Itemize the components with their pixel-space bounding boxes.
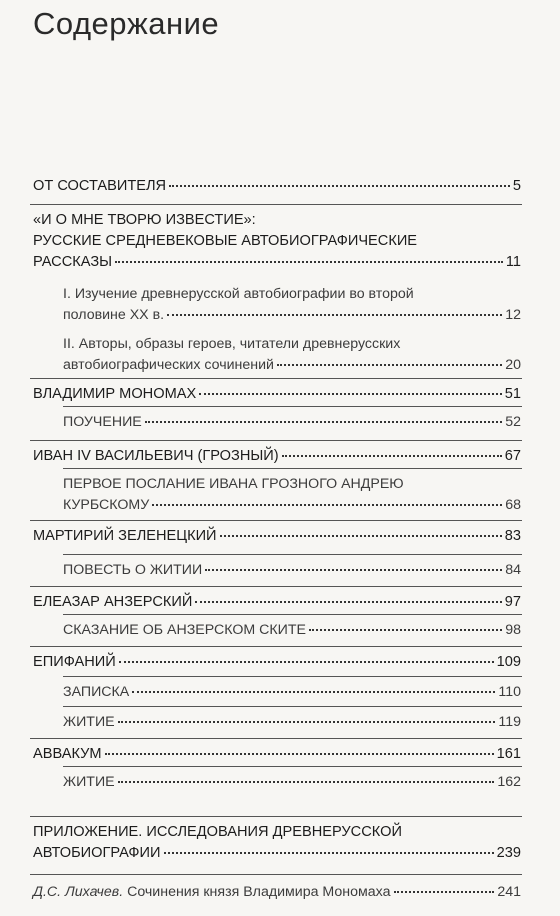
toc-entry-title	[33, 843, 161, 864]
dot-leader	[195, 601, 501, 603]
toc-entry-title	[63, 772, 115, 793]
dot-leader	[277, 364, 502, 366]
toc-entry[interactable]	[33, 384, 521, 405]
toc-entry[interactable]	[63, 772, 521, 793]
toc-page-number: 67	[504, 448, 521, 464]
toc-entry-title	[33, 882, 391, 903]
section-divider	[63, 706, 522, 707]
toc-entry-title-line: ПРИЛОЖЕНИЕ. ИССЛЕДОВАНИЯ ДРЕВНЕРУССКОЙ	[33, 824, 402, 840]
dot-leader	[394, 891, 495, 893]
toc-entry[interactable]	[63, 712, 521, 733]
toc-entry-title	[63, 305, 164, 326]
toc-entry-title-line: РУССКИЕ СРЕДНЕВЕКОВЫЕ АВТОБИОГРАФИЧЕСКИЕ	[33, 233, 418, 249]
toc-entry[interactable]	[33, 822, 521, 864]
toc-entry-title-line: ЖИТИЕ	[63, 714, 115, 730]
toc-entry-title	[63, 712, 115, 733]
toc-entry[interactable]	[63, 284, 521, 326]
toc-entry-title-line: СКАЗАНИЕ ОБ АНЗЕРСКОМ СКИТЕ	[63, 622, 307, 638]
toc-page-number: 239	[496, 845, 521, 861]
toc-entry-title-line: КУРБСКОМУ	[63, 497, 150, 513]
toc-page-number: 161	[496, 746, 521, 762]
toc-page-number: 109	[496, 654, 521, 670]
toc-entry[interactable]	[33, 526, 521, 547]
toc-entry[interactable]	[63, 620, 521, 641]
toc-entry-title	[33, 384, 196, 405]
toc-entry[interactable]	[63, 560, 521, 581]
toc-entry-title	[33, 446, 279, 467]
toc-entry[interactable]	[33, 882, 521, 903]
toc-entry-title	[63, 355, 274, 376]
section-divider	[63, 554, 522, 555]
toc-entry-title-line: ПЕРВОЕ ПОСЛАНИЕ ИВАНА ГРОЗНОГО АНДРЕЮ	[63, 476, 404, 492]
dot-leader	[119, 661, 494, 663]
dot-leader	[220, 535, 502, 537]
section-divider	[30, 378, 522, 379]
section-divider	[30, 738, 522, 739]
toc-page-number: 51	[504, 386, 521, 402]
toc-entry-title-line: «И О МНЕ ТВОРЮ ИЗВЕСТИЕ»:	[33, 212, 256, 228]
toc-page-number: 119	[498, 714, 521, 730]
toc-entry[interactable]	[63, 412, 521, 433]
toc-page-number: 20	[505, 357, 521, 373]
toc-entry-title-line: ПОВЕСТЬ О ЖИТИИ	[63, 562, 203, 578]
toc-entry-title-line: АВВАКУМ	[33, 746, 102, 762]
toc-page-number: 12	[505, 307, 521, 323]
toc-page-number: 83	[504, 528, 521, 544]
dot-leader	[132, 691, 495, 693]
section-divider	[63, 766, 522, 767]
toc-entry[interactable]	[33, 210, 521, 273]
section-divider	[63, 614, 522, 615]
toc-entry-title-line: Сочинения князя Владимира Мономаха	[127, 884, 391, 900]
dot-leader	[115, 261, 503, 263]
toc-entry-title	[33, 744, 102, 765]
toc-entry-title	[33, 652, 116, 673]
dot-leader	[145, 421, 502, 423]
dot-leader	[309, 629, 502, 631]
dot-leader	[282, 455, 502, 457]
toc-entry-title	[63, 682, 129, 703]
toc-entry[interactable]	[63, 334, 521, 376]
toc-entry-title-line: АВТОБИОГРАФИИ	[33, 845, 161, 861]
toc-page-number: 52	[505, 414, 521, 430]
toc-entry-title-line: половине XX в.	[63, 307, 165, 323]
toc-page-number: 11	[505, 254, 521, 270]
section-divider	[30, 874, 522, 875]
section-divider	[30, 520, 522, 521]
toc-entry-title-line: II. Авторы, образы героев, читатели древнерусских	[63, 336, 401, 352]
toc-entry[interactable]	[63, 682, 521, 703]
dot-leader	[164, 852, 494, 854]
toc-entry-title-line: ИВАН IV ВАСИЛЬЕВИЧ (ГРОЗНЫЙ)	[33, 448, 279, 464]
section-divider	[63, 406, 522, 407]
toc-entry[interactable]	[33, 744, 521, 765]
section-divider	[63, 468, 522, 469]
toc-entry[interactable]	[63, 474, 521, 516]
dot-leader	[205, 569, 502, 571]
dot-leader	[199, 393, 502, 395]
dot-leader	[167, 314, 502, 316]
toc-entry-title-line: МАРТИРИЙ ЗЕЛЕНЕЦКИЙ	[33, 528, 217, 544]
toc-page-number: 68	[505, 497, 521, 513]
toc-entry-title-line: ОТ СОСТАВИТЕЛЯ	[33, 178, 167, 194]
section-divider	[30, 646, 522, 647]
toc-entry-title-line: автобиографических сочинений	[63, 357, 274, 373]
toc-entry[interactable]	[33, 592, 521, 613]
toc-entry-title	[33, 252, 112, 273]
toc-page-number: 97	[504, 594, 521, 610]
toc-entry-title-line: ВЛАДИМИР МОНОМАХ	[33, 386, 197, 402]
toc-entry-title-line: РАССКАЗЫ	[33, 254, 113, 270]
toc-entry-title	[33, 176, 166, 197]
toc-entry-title	[63, 620, 306, 641]
toc-page-number: 241	[497, 884, 521, 900]
toc-page-number: 5	[512, 178, 521, 194]
toc-entry-title-line: ЕПИФАНИЙ	[33, 654, 116, 670]
toc-entry-title	[63, 560, 202, 581]
section-divider	[63, 676, 522, 677]
toc-entry[interactable]	[33, 446, 521, 467]
toc-entry-title	[33, 526, 217, 547]
toc-page-number: 110	[498, 684, 521, 700]
toc-entry-title	[63, 495, 149, 516]
section-divider	[30, 204, 522, 205]
dot-leader	[105, 753, 494, 755]
section-divider	[30, 816, 522, 817]
section-divider	[30, 440, 522, 441]
toc-page-number: 98	[505, 622, 521, 638]
page-title: Содержание	[33, 6, 220, 41]
dot-leader	[118, 721, 496, 723]
section-divider	[30, 586, 522, 587]
toc-entry-title-line: I. Изучение древнерусской автобиографии во второй	[63, 286, 414, 302]
toc-entry-author: Д.С. Лихачев.	[33, 884, 124, 900]
dot-leader	[169, 185, 510, 187]
toc-entry-title-line: ЖИТИЕ	[63, 774, 115, 790]
toc-entry-title-line: ПОУЧЕНИЕ	[63, 414, 142, 430]
toc-entry-title	[33, 592, 192, 613]
toc-page-number: 162	[497, 774, 521, 790]
dot-leader	[152, 504, 502, 506]
toc-entry-title	[63, 412, 142, 433]
dot-leader	[118, 781, 495, 783]
toc-page-number: 84	[505, 562, 521, 578]
toc-entry-title-line: ЕЛЕАЗАР АНЗЕРСКИЙ	[33, 594, 193, 610]
toc-entry[interactable]	[33, 176, 521, 197]
toc-entry[interactable]	[33, 652, 521, 673]
toc-entry-title-line: ЗАПИСКА	[63, 684, 130, 700]
